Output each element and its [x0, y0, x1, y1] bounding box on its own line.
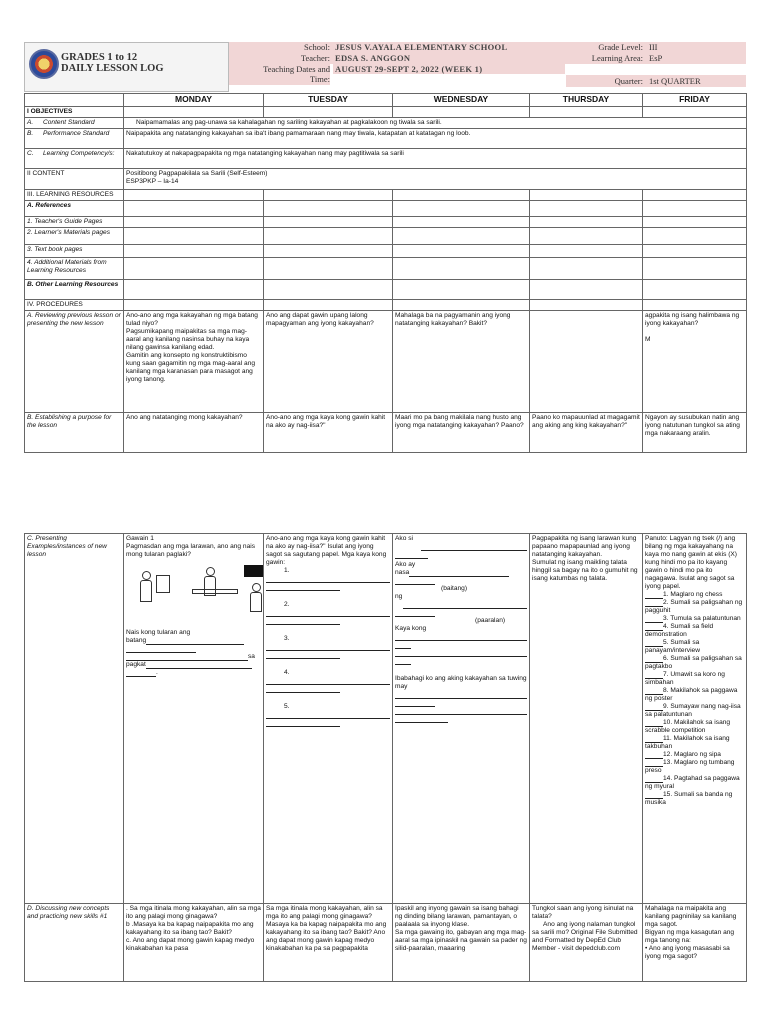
check-blank[interactable]	[645, 656, 663, 663]
answer-line[interactable]	[266, 651, 340, 659]
content-topic: Positibong Pagpapakilala sa Sarili (Self-Esteem)	[126, 170, 268, 177]
checklist-item	[645, 639, 744, 655]
answer-line[interactable]	[395, 649, 527, 657]
wednesday-nasa: nasa	[395, 569, 410, 576]
checklist-item-label: 13. Maglaro ng tumbang preso	[645, 759, 735, 774]
grade-level-value: III	[649, 42, 658, 52]
friday-checklist	[645, 591, 744, 807]
learning-area-label: Learning Area:	[591, 53, 643, 63]
friday-instructions: Panuto: Lagyan ng tsek (/) ang bilang ng mga kakayahang na kaya mo nang gawin at ekis (X) kung hindi mo pa ito kayang gawin o hindi mo pa ito nagagawa. Isulat ang sagot sa iyong papel.	[645, 535, 737, 590]
person-head-icon	[142, 571, 151, 580]
checklist-item-label: 14. Pagtahad sa paggawa ng myural	[645, 775, 740, 790]
wednesday-baitang: (baitang)	[441, 585, 468, 592]
sentence-sa: sa	[248, 653, 255, 660]
check-blank[interactable]	[645, 616, 663, 623]
teachers-guide-row	[25, 217, 747, 228]
check-blank[interactable]	[645, 736, 663, 743]
discussing-thursday: Tungkol saan ang iyong isinulat na talata? Ano ang iyong nalaman tungkol sa sarili mo? Original File Submitted and Formatted by DepEd Club Member - visit depedclub.com	[530, 904, 643, 982]
presenting-wednesday	[393, 534, 530, 904]
easel-icon	[156, 575, 170, 593]
checklist-item-label: 15. Sumali sa banda ng musika	[645, 791, 733, 806]
check-blank[interactable]	[645, 720, 663, 727]
checklist-item	[645, 751, 744, 759]
wednesday-ng: ng	[395, 593, 403, 600]
discussing-tuesday: Sa mga itinala mong kakayahan, alin sa mga ito ang palagi mong ginagawa? Masaya ka ba kapag naipapakita mo ang kakayahang ito sa ibang tao? Bakit? Ano ang dapat mong gawin kapag medyo kinakabahan ka pa sa pagpapakita	[264, 904, 393, 982]
check-blank[interactable]	[645, 792, 663, 799]
checklist-item-label: 12. Maglaro ng sipa	[663, 751, 721, 758]
day-thursday: THURSDAY	[530, 94, 643, 107]
day-tuesday: TUESDAY	[264, 94, 393, 107]
answer-blank[interactable]	[126, 646, 196, 653]
page-1	[24, 40, 746, 453]
sentence-batang: batang	[126, 637, 147, 644]
discussing-monday: . Sa mga itinala mong kakayahan, alin sa mga ito ang palagi mong ginagawa? b .Masaya ka ba kapag naipapakita mo ang kakayahang ito sa ibang tao? Bakit? c. Ano ang dapat mong gawin kapag medyo kinakabahan ka pasa	[124, 904, 264, 982]
log-title	[61, 52, 164, 74]
purpose-tuesday: Ano-ano ang mga kaya kong gawin kahit na ako ay nag-iisa?"	[264, 413, 393, 453]
sentence-start: Nais kong tularan ang	[126, 629, 191, 636]
list-number: 2.	[284, 601, 290, 608]
dates-label: Teaching Dates and	[263, 64, 330, 74]
answer-line[interactable]	[395, 707, 527, 715]
other-resources-row	[25, 280, 747, 300]
title-line-2: DAILY LESSON LOG	[61, 63, 164, 74]
list-number: 3.	[284, 635, 290, 642]
checklist-item-label: 4. Sumali sa field demonstration	[645, 623, 714, 638]
answer-line[interactable]	[395, 657, 411, 665]
tuesday-instructions: Ano-ano ang mga kaya kong gawin kahit na ako ay nag-iisa?" Isulat ang iyong sagot sa sagutang papel. Mga kaya kong gawin:	[266, 535, 387, 566]
content-standard-row: A. Content Standard Naipamamalas ang pag-unawa sa kahalagahan ng sariling kakayahan at pagkalakoon ng tiwala sa sarili.	[25, 118, 747, 129]
wednesday-ibabahagi: Ibabahagi ko ang aking kakayahan sa tuwing	[395, 675, 527, 682]
textbook-label: 3. Text book pages	[25, 245, 124, 258]
competency-row: C. Learning Competency/s: Nakatutukoy at nakapagpapakita ng mga natatanging kakayahan nang may pagtitiwala sa sarili	[25, 149, 747, 169]
answer-line[interactable]	[266, 719, 340, 727]
additional-materials-row	[25, 258, 747, 280]
objectives-label: I OBJECTIVES	[25, 107, 124, 118]
performance-standard-label: Performance Standard	[43, 130, 110, 137]
people-illustration	[136, 561, 264, 615]
other-resources-label: B. Other Learning Resources	[25, 280, 124, 300]
answer-blank[interactable]	[146, 638, 244, 645]
desk-icon	[192, 589, 238, 594]
answer-blank[interactable]	[126, 654, 248, 661]
check-blank[interactable]	[645, 760, 663, 767]
check-blank[interactable]	[645, 600, 663, 607]
answer-line[interactable]	[266, 575, 390, 583]
objectives-row	[25, 107, 747, 118]
procedures-label: IV. PROCEDURES	[25, 300, 124, 311]
answer-line[interactable]	[266, 711, 390, 719]
wednesday-kaya-kong: Kaya kong	[395, 625, 427, 632]
content-standard-label: Content Standard	[43, 119, 95, 126]
header-row-school	[229, 42, 746, 53]
deped-seal-icon	[29, 49, 59, 79]
day-monday: MONDAY	[124, 94, 264, 107]
purpose-thursday: Paano ko mapauunlad at magagamit ang aking ang king kakayahan?"	[530, 413, 643, 453]
learning-area-value: EsP	[649, 53, 663, 63]
teacher-value: EDSA S. ANGGON	[335, 53, 411, 63]
lesson-table-2	[24, 533, 747, 982]
header-row-dates	[229, 64, 746, 85]
checklist-item	[645, 775, 744, 791]
checklist-item	[645, 655, 744, 671]
check-blank[interactable]	[645, 592, 663, 599]
answer-line[interactable]	[266, 677, 390, 685]
activity-instructions: Pagmasdan ang mga larawan, ano ang nais mong tularan paglaki?	[126, 543, 256, 558]
answer-line[interactable]	[395, 691, 527, 699]
check-blank[interactable]	[645, 624, 663, 631]
person-body-icon	[140, 580, 152, 602]
purpose-label: B. Establishing a purpose for the lesson	[25, 413, 124, 453]
wednesday-may: may	[395, 683, 408, 690]
teacher-label: Teacher:	[300, 53, 330, 63]
answer-line[interactable]	[395, 577, 435, 585]
checklist-item	[645, 759, 744, 775]
content-row	[25, 169, 747, 190]
check-blank[interactable]	[645, 704, 663, 711]
school-value: JESUS V.AYALA ELEMENTARY SCHOOL	[335, 42, 508, 52]
content-code: ESP3PKP – Ia-14	[126, 178, 179, 185]
performance-standard-row: B. Performance Standard Naipapakita ang natatanging kakayahan sa iba't ibang pamamaraan nang may tiwala, katapatan at katatagan ng loob.	[25, 129, 747, 149]
answer-line[interactable]	[266, 617, 340, 625]
answer-blank[interactable]	[146, 662, 252, 669]
reviewing-wednesday: Mahalaga ba na pagyamanin ang iyong natatanging kakayahan? Bakit?	[393, 311, 530, 413]
learners-materials-label: 2. Learner's Materials pages	[25, 228, 124, 245]
list-number: 5.	[284, 703, 290, 710]
sentence-pagkat: pagkat	[126, 661, 146, 668]
reviewing-row	[25, 311, 747, 413]
teachers-guide-label: 1. Teacher's Guide Pages	[25, 217, 124, 228]
textbook-row	[25, 245, 747, 258]
checklist-item-label: 8. Makilahok sa paggawa ng poster	[645, 687, 738, 702]
answer-line[interactable]	[395, 633, 527, 641]
reviewing-monday: Ano-ano ang mga kakayahan ng mga batang tulad niyo? Pagsumikapang maipakitas sa mga mag-aaral ang kanilang nasinsa buhay na kaya nilang gawinsa kanilang edad. Gamitin ang konsepto ng konstruktibismo kung saan gagamitin ng mga mag-aaral ang kanilang mga karanasan para masagot ang iyong tanong.	[124, 311, 264, 413]
reviewing-friday: agpakita ng isang halimbawa ng iyong kakayahan?	[645, 312, 740, 327]
presenting-row	[25, 534, 747, 904]
checklist-item-label: 10. Makilahok sa isang scrabble competition	[645, 719, 731, 734]
school-label: School:	[304, 42, 330, 52]
purpose-row	[25, 413, 747, 453]
discussing-friday: Mahalaga na maipakita ang kanilang pagninilay sa kanilang mga sagot. Bigyan ng mga kasagutan ang mga tanong na: • Ano ang iyong masasabi sa iyong mga sagot?	[643, 904, 747, 982]
answer-line[interactable]	[395, 699, 435, 707]
day-friday: FRIDAY	[643, 94, 747, 107]
answer-line[interactable]	[421, 543, 527, 551]
day-header-row	[25, 94, 747, 107]
checklist-item-label: 2. Sumali sa paligsahan ng pagguhit	[645, 599, 743, 614]
resources-label: III. LEARNING RESOURCES	[25, 190, 124, 201]
answer-line[interactable]	[266, 609, 390, 617]
answer-line[interactable]	[395, 551, 428, 559]
references-row	[25, 201, 747, 217]
answer-line[interactable]	[403, 601, 527, 609]
presenting-thursday: Pagpapakita ng isang larawan kung papaano mapapaunlad ang iyong natatanging kakayahan. Sumulat ng isang maikling talata hinggil sa bagay na ito o gumuhit ng isang katumbas ng talata.	[530, 534, 643, 904]
lesson-log-header	[24, 40, 746, 92]
checklist-item	[645, 599, 744, 615]
time-label: Time:	[309, 74, 330, 84]
answer-blank[interactable]	[409, 570, 509, 577]
checklist-item	[645, 735, 744, 751]
additional-materials-label: 4. Additional Materials from Learning Resources	[25, 258, 124, 280]
checklist-item	[645, 591, 744, 599]
activity-title: Gawain 1	[126, 535, 154, 542]
presenting-friday	[643, 534, 747, 904]
dates-value: AUGUST 29-SEPT 2, 2022 (WEEK 1)	[335, 64, 483, 74]
purpose-monday: Ano ang natatanging mong kakayahan?	[124, 413, 264, 453]
page-2	[24, 533, 746, 982]
discussing-label: D. Discussing new concepts and practicing new skills #1	[25, 904, 124, 982]
reviewing-label: A. Reviewing previous lesson or presenting the new lesson	[25, 311, 124, 413]
content-standard-value: Naipamamalas ang pag-unawa sa kahalagahan ng sariling kakayahan at pagkalakoon ng tiwala sa sarili.	[136, 119, 442, 126]
purpose-wednesday: Maari mo pa bang makilala nang husto ang iyong mga natatanging kakayahan? Paano?	[393, 413, 530, 453]
answer-line[interactable]	[266, 685, 340, 693]
day-wednesday: WEDNESDAY	[393, 94, 530, 107]
quarter-label: Quarter:	[614, 76, 643, 86]
competency-value: Nakatutukoy at nakapagpapakita ng mga natatanging kakayahan nang may pagtitiwala sa sarili	[124, 149, 747, 169]
wednesday-ako-ay: Ako ay	[395, 561, 416, 568]
check-blank[interactable]	[645, 672, 663, 679]
discussing-row	[25, 904, 747, 982]
header-row-teacher	[229, 53, 746, 64]
references-label: A. References	[25, 201, 124, 217]
reviewing-friday-extra: M	[645, 336, 651, 343]
checklist-item-label: 5. Sumali sa panayam/interview	[645, 639, 700, 654]
check-blank[interactable]	[645, 640, 663, 647]
checklist-item	[645, 687, 744, 703]
learners-materials-row	[25, 228, 747, 245]
checklist-item	[645, 671, 744, 687]
checklist-item	[645, 791, 744, 807]
person-head-icon	[206, 567, 215, 576]
check-blank[interactable]	[645, 688, 663, 695]
competency-label: Learning Competency/s:	[43, 150, 115, 157]
checklist-item-label: 6. Sumali sa paligsahan sa pagtakbo	[645, 655, 742, 670]
checklist-item	[645, 719, 744, 735]
checklist-item	[645, 615, 744, 623]
reviewing-tuesday: Ano ang dapat gawin upang lalong mapagyaman ang iyong kakayahan?	[264, 311, 393, 413]
list-number: 4.	[284, 669, 290, 676]
check-blank[interactable]	[645, 752, 663, 759]
presenting-label: C. Presenting Examples/instances of new lesson	[25, 534, 124, 904]
checklist-item-label: 11. Makilahok sa isang takbuhan	[645, 735, 730, 750]
list-number: 1.	[284, 567, 290, 574]
reviewing-thursday	[530, 311, 643, 413]
answer-line[interactable]	[266, 643, 390, 651]
presenting-tuesday	[264, 534, 393, 904]
title-block	[24, 42, 229, 92]
header-info-grid	[229, 42, 746, 92]
quarter-value: 1st QUARTER	[649, 76, 701, 86]
checklist-item-label: 7. Umawit sa koro ng simbahan	[645, 671, 725, 686]
wednesday-ako-si: Ako si	[395, 535, 413, 542]
blackboard-icon	[244, 565, 264, 577]
answer-line[interactable]	[395, 609, 435, 617]
procedures-row	[25, 300, 747, 311]
presenting-monday: Gawain 1 Pagmasdan ang mga larawan, ano ang nais mong tularan paglaki? Nais kong tularan ang batang sa pagkat .	[124, 534, 264, 904]
grade-level-label: Grade Level:	[598, 42, 643, 52]
title-line-1: GRADES 1 to 12	[61, 52, 138, 63]
check-blank[interactable]	[645, 776, 663, 783]
checklist-item	[645, 703, 744, 719]
person-body-icon	[250, 592, 262, 612]
purpose-friday: Ngayon ay susubukan natin ang iyong natutunan tungkol sa ating mga nakaraang aralin.	[643, 413, 747, 453]
checklist-item-label: 3. Tumula sa palatuntunan	[663, 615, 741, 622]
answer-line[interactable]	[266, 583, 340, 591]
checklist-item	[645, 623, 744, 639]
answer-line[interactable]	[395, 641, 411, 649]
answer-line[interactable]	[395, 715, 448, 723]
resources-row	[25, 190, 747, 201]
performance-standard-value: Naipapakita ang natatanging kakayahan sa iba't ibang pamamaraan nang may tiwala, katapatan at katatagan ng loob.	[124, 129, 747, 149]
checklist-item-label: 1. Maglaro ng chess	[663, 591, 723, 598]
checklist-item-label: 9. Sumayaw nang nag-iisa sa palatuntunan	[645, 703, 741, 718]
person-head-icon	[252, 583, 261, 592]
lesson-table-1	[24, 93, 747, 453]
answer-blank[interactable]	[126, 670, 156, 677]
discussing-wednesday: Ipaskil ang inyong gawain sa isang bahagi ng dinding bilang larawan, pamantayan, o paalaala sa inyong klase. Sa mga gawaing ito, gabayan ang mga mag-aaral sa mga ipinaskil na gawain sa pader ng silid-paaralan, maaaring	[393, 904, 530, 982]
wednesday-paaralan: (paaralan)	[475, 617, 506, 624]
content-label: II CONTENT	[25, 169, 124, 190]
